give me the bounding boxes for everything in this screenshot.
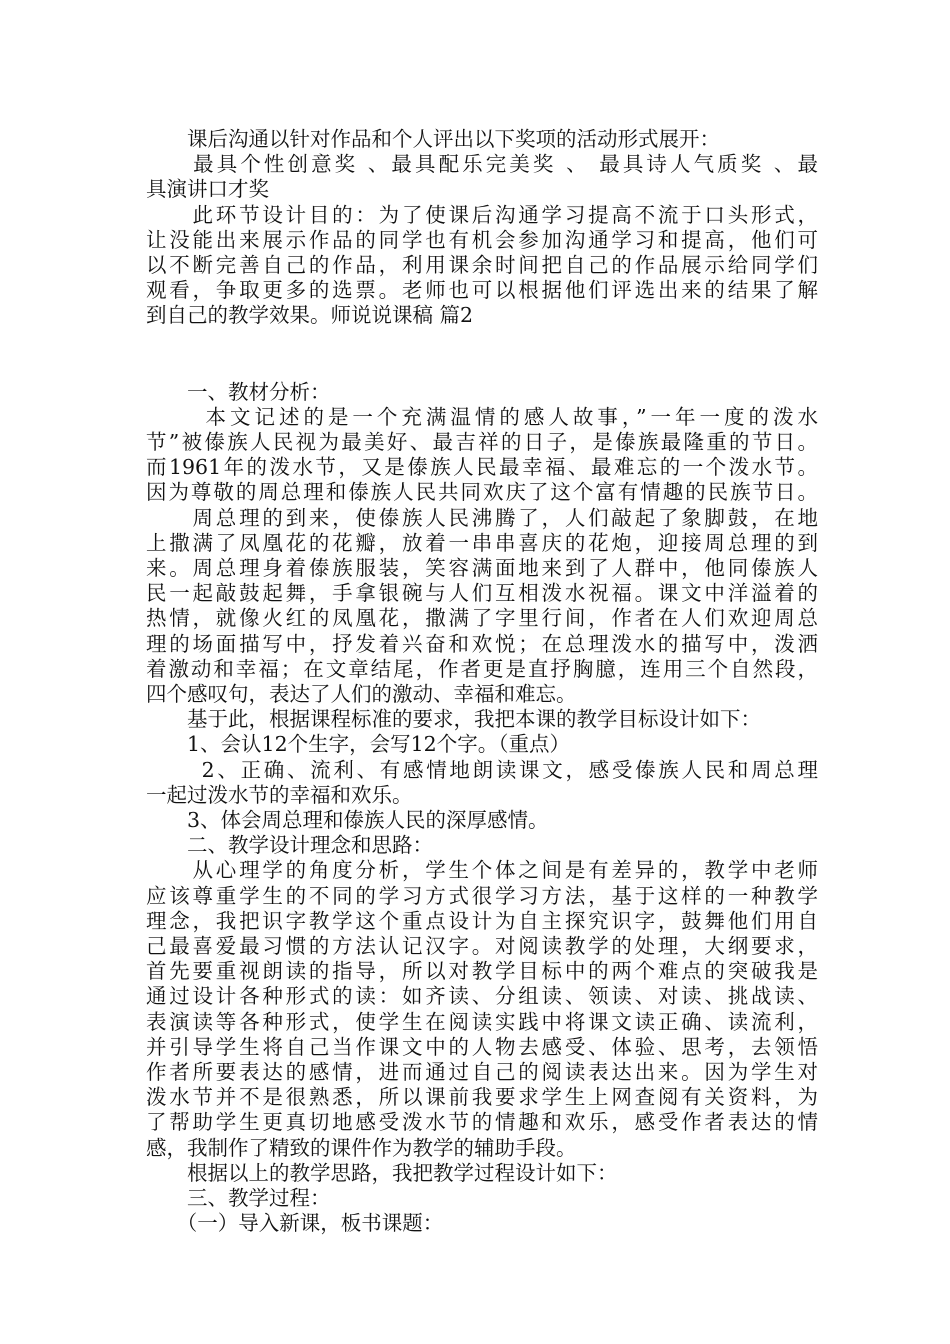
list-item: 1、会认12个生字，会写12个字。（重点） (146, 732, 570, 756)
text-line: 基于此，根据课程标准的要求，我把本课的教学目标设计如下： (146, 707, 761, 731)
text-line: 周总理的到来，使傣族人民沸腾了，人们敲起了象脚鼓，在地 (146, 506, 818, 530)
text-line: 课后沟通以针对作品和个人评出以下奖项的活动形式展开： (146, 127, 720, 151)
section-heading: 一、教材分析： (146, 380, 331, 404)
text-line: 了帮助学生更真切地感受泼水节的情趣和欢乐，感受作者表达的情 (146, 1110, 818, 1134)
text-line: 首先要重视朗读的指导，所以对教学目标中的两个难点的突破我是 (146, 959, 818, 983)
text-line: 让没能出来展示作品的同学也有机会参加沟通学习和提高，他们可 (146, 228, 818, 252)
text-line: 作者所要表达的感情，进而通过自己的阅读表达出来。因为学生对 (146, 1060, 818, 1084)
text-line: 观看，争取更多的选票。老师也可以根据他们评选出来的结果了解 (146, 278, 818, 302)
text-line: 到自己的教学效果。师说说课稿 篇2 (146, 303, 474, 327)
text-line: 最具个性创意奖 、最具配乐完美奖 、 最具诗人气质奖 、最 (146, 152, 818, 176)
text-line: 从心理学的角度分析，学生个体之间是有差异的，教学中老师 (146, 858, 818, 882)
text-line: 此环节设计目的：为了使课后沟通学习提高不流于口头形式， (146, 203, 818, 227)
text-line: 来。周总理身着傣族服装，笑容满面地来到了人群中，他同傣族人 (146, 556, 818, 580)
text-line: 民一起敲鼓起舞，手拿银碗与人们互相泼水祝福。课文中洋溢着的 (146, 581, 818, 605)
text-line: 上撒满了凤凰花的花瓣，放着一串串喜庆的花炮，迎接周总理的到 (146, 531, 818, 555)
section-heading: 二、教学设计理念和思路： (146, 833, 433, 857)
list-item: 3、体会周总理和傣族人民的深厚感情。 (146, 808, 549, 832)
text-line: 以不断完善自己的作品，利用课余时间把自己的作品展示给同学们 (146, 253, 818, 277)
text-line: 理念，我把识字教学这个重点设计为自主探究识字，鼓舞他们用自 (146, 909, 818, 933)
text-line: 因为尊敬的周总理和傣族人民共同欢庆了这个富有情趣的民族节日。 (146, 480, 818, 504)
text-line: 理的场面描写中，抒发着兴奋和欢悦；在总理泼水的描写中，泼洒 (146, 632, 818, 656)
text-line: 热情，就像火红的凤凰花，撒满了字里行间，作者在人们欢迎周总 (146, 606, 818, 630)
text-line: 通过设计各种形式的读：如齐读、分组读、领读、对读、挑战读、 (146, 984, 818, 1008)
text-line: 具演讲口才奖 (146, 177, 269, 201)
text-line: 四个感叹句，表达了人们的激动、幸福和难忘。 (146, 682, 577, 706)
text-line: 表演读等各种形式，使学生在阅读实践中将课文读正确、读流利， (146, 1010, 818, 1034)
text-line: 泼水节并不是很熟悉，所以课前我要求学生上网查阅有关资料，为 (146, 1085, 818, 1109)
text-line: 根据以上的教学思路，我把教学过程设计如下： (146, 1161, 618, 1185)
list-item: 2、正确、流利、有感情地朗读课文，感受傣族人民和周总理 (146, 758, 818, 782)
text-line: 节”被傣族人民视为最美好、最吉祥的日子，是傣族最隆重的节日。 (146, 430, 818, 454)
subsection-heading: （一）导入新课，板书课题： (146, 1211, 444, 1235)
section-heading: 三、教学过程： (146, 1186, 331, 1210)
text-line: 一起过泼水节的幸福和欢乐。 (146, 783, 413, 807)
text-line: 着激动和幸福；在文章结尾，作者更是直抒胸臆，连用三个自然段， (146, 657, 818, 681)
text-line: 并引导学生将自己当作课文中的人物去感受、体验、思考，去领悟 (146, 1035, 818, 1059)
text-line: 而1961年的泼水节，又是傣族人民最幸福、最难忘的一个泼水节。 (146, 455, 818, 479)
text-line: 本文记述的是一个充满温情的感人故事，”一年一度的泼水 (146, 405, 818, 429)
text-line: 应该尊重学生的不同的学习方式很学习方法，基于这样的一种教学 (146, 884, 818, 908)
text-line: 感，我制作了精致的课件作为教学的辅助手段。 (146, 1136, 577, 1160)
text-line: 己最喜爱最习惯的方法认记汉字。对阅读教学的处理，大纲要求， (146, 934, 818, 958)
